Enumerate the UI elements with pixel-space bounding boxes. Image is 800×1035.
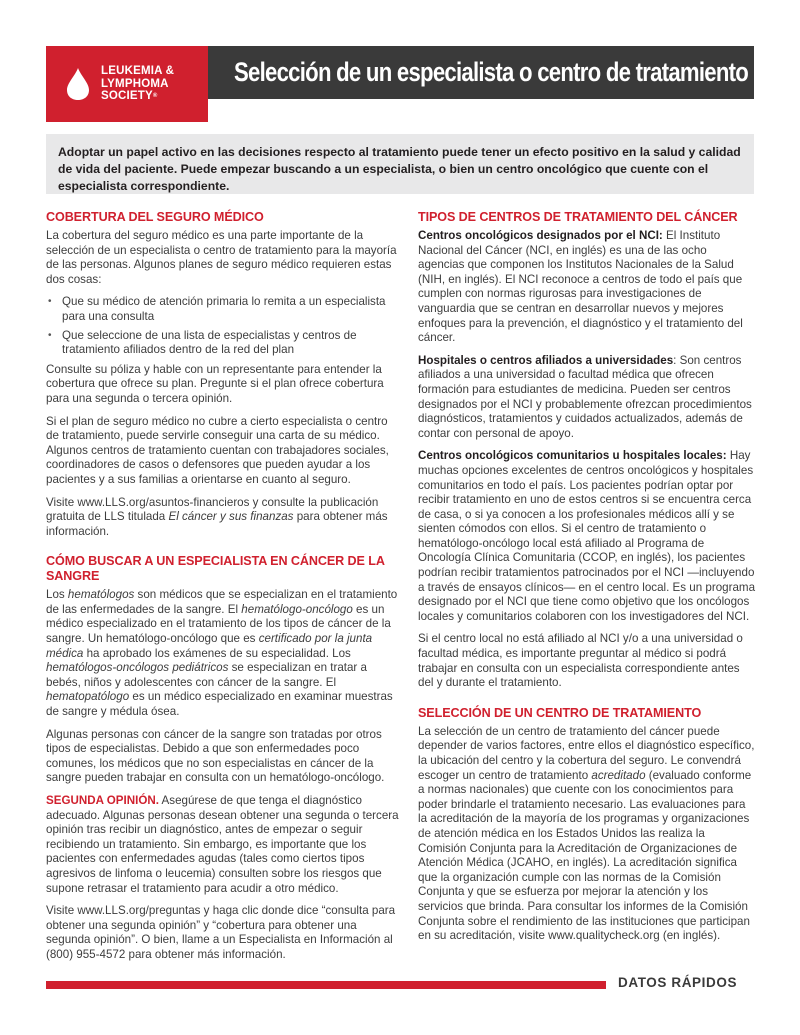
intro-box: Adoptar un papel activo en las decisiones respecto al tratamiento puede tener un efecto positivo en la salud y calidad de vida del paciente. Puede empezar buscando a un especialista, o bien un centro oncológico que cuente con el especialista correspondiente. xyxy=(46,134,754,194)
seguro-list xyxy=(46,295,400,357)
term: hematólogos xyxy=(67,588,135,602)
term: hematólogo-oncólogo xyxy=(241,602,353,616)
logo-line-1: LEUKEMIA & xyxy=(101,65,175,77)
term: acreditado xyxy=(591,768,646,782)
text-run: Los xyxy=(46,588,68,602)
tipos-paragraph-3 xyxy=(418,449,756,624)
buscar-paragraph-4: Visite www.LLS.org/preguntas y haga clic donde dice “consulta para obtener una segunda opinión” y “cobertura para obtener una segunda opinión”. O bien, llame a un Especialista en Información al (800) 955-4572 para obtener más información. xyxy=(46,904,396,961)
text-run: son médicos que se especializan en el tratamiento de las enfermedades de la sangre. El xyxy=(46,588,398,616)
page-title: Selección de un especialista o centro de tratamiento xyxy=(234,57,749,87)
text-run: es un médico especializado en examinar muestras de sangre y médula ósea. xyxy=(46,690,393,719)
heading-seleccion: SELECCIÓN DE UN CENTRO DE TRATAMIENTO xyxy=(418,705,702,720)
seguro-paragraph-1: La cobertura del seguro médico es una parte importante de la selección de un especialista o centro de tratamiento para la mayoría de las personas. Algunos planes de seguro médico requieren estas dos cosas: xyxy=(46,229,397,286)
term: certificado por la junta médica xyxy=(46,632,373,660)
list-item: • Que su médico de atención primaria lo remita a un especialista para una consulta xyxy=(62,295,400,324)
lls-logo xyxy=(46,46,208,122)
title-bar xyxy=(208,46,754,99)
footer-rule xyxy=(46,981,606,989)
tipos-paragraph-4: Si el centro local no está afiliado al NCI y/o a una universidad o facultad médica, es importante preguntar al médico si podrá trabajar en consulta con un especialista correspondiente antes del y durante el tratamiento. xyxy=(418,632,743,690)
text-run: es un médico especializado en el tratamiento de los tipos de cáncer de la sangre. Un hematólogo-oncólogo que es xyxy=(46,602,391,646)
section-seguro xyxy=(46,210,400,539)
seguro-paragraph-2: Consulte su póliza y hable con un representante para entender la cobertura que ofrece su plan. Pregunte si el plan ofrece cobertura para una segunda o tercera opinión. xyxy=(46,362,384,405)
text-run: (evaluado conforme a normas nacionales) que cuente con los conocimientos para poder brindarle el tratamiento necesario. Las evaluaciones para la acreditación de la mayoría de los programas y organizaciones de atención médica en los Estados Unidos las realiza la Comisión Conjunta para la Acreditación de Organizaciones de Atención Médica (JCAHO, en inglés). La acreditación significa que la organización cumple con las normas de la Comisión Conjunta y que se esfuerza por mejorar la atención y los servicios que brinda. Para consultar los informes de la Comisión Conjunta sobre el rendimiento de las instituciones que participan en su acreditación, visite www.qualitycheck.org (en inglés). xyxy=(418,768,752,943)
logo-wordmark xyxy=(101,65,174,103)
buscar-paragraph-3 xyxy=(46,794,400,896)
seguro-paragraph-3: Si el plan de seguro médico no cubre a cierto especialista o centro de tratamiento, puede servirle conseguir una carta de su médico. Algunos centros de tratamiento cuentan con trabajadores sociales, coordinadores de casos o defensores que pueden ayudar a los pacientes y a sus familias a orientarse en cuanto al seguro. xyxy=(46,414,389,486)
text-run: ha aprobado los exámenes de su especialidad. Los xyxy=(83,646,351,660)
segunda-opinion-label: SEGUNDA OPINIÓN. xyxy=(46,794,159,807)
blood-drop-icon xyxy=(65,67,91,101)
heading-seguro: COBERTURA DEL SEGURO MÉDICO xyxy=(46,210,264,224)
text-run: La selección de un centro de tratamiento del cáncer puede depender de varios factores, entre ellos el diagnóstico específico, la ubicación del centro y la cobertura del seguro. Le convendrá escoger un centro de tratamiento xyxy=(418,724,755,782)
left-column xyxy=(46,210,400,978)
lead-in: Centros oncológicos designados por el NCI: xyxy=(418,229,663,242)
tipos-paragraph-1 xyxy=(418,229,756,346)
heading-tipos: TIPOS DE CENTROS DE TRATAMIENTO DEL CÁNCER xyxy=(418,210,738,224)
logo-line-2: LYMPHOMA xyxy=(101,77,169,90)
term: hematopatólogo xyxy=(46,690,130,704)
seguro-paragraph-4 xyxy=(46,496,400,540)
text-run: Visite www.LLS.org/asuntos-financieros y consulte la publicación gratuita de LLS titulada xyxy=(46,495,379,524)
seleccion-paragraph-1 xyxy=(418,725,756,944)
registered-mark: ® xyxy=(152,93,158,99)
publication-title: El cáncer y sus finanzas xyxy=(168,510,294,524)
footer-label: DATOS RÁPIDOS xyxy=(618,975,738,990)
text-run: para obtener más información. xyxy=(46,510,388,538)
section-seleccion xyxy=(418,706,756,944)
lead-in: Centros oncológicos comunitarios u hospitales locales: xyxy=(418,449,727,463)
term: hematólogos-oncólogos pediátricos xyxy=(46,661,229,675)
section-buscar xyxy=(46,554,400,962)
section-tipos xyxy=(418,210,756,691)
tipos-paragraph-2 xyxy=(418,354,756,442)
buscar-paragraph-2: Algunas personas con cáncer de la sangre son tratadas por otros tipos de especialistas. Debido a que son enfermedades poco comunes, los médicos que no son especialistas en cáncer de la sangre pueden trabajar en consulta con un hematólogo-oncólogo. xyxy=(46,727,385,785)
buscar-paragraph-1 xyxy=(46,588,400,719)
lead-in: Hospitales o centros afiliados a universidades xyxy=(418,353,674,367)
text-run: El Instituto Nacional del Cáncer (NCI, en inglés) es una de las ocho agencias que componen los Institutos Nacionales de la Salud (NIH, en inglés). El NCI reconoce a centros de todo el país que cumplen con normas rigurosas para investigaciones de vanguardia que se centran en desarrollar nuevos y mejores enfoques para la prevención, el diagnóstico y el tratamiento del cáncer. xyxy=(418,229,743,345)
list-item: • Que seleccione de una lista de especialistas y centros de tratamiento afiliados dentro de la red del plan xyxy=(62,329,400,358)
logo-line-3: SOCIETY xyxy=(101,90,153,102)
text-run: se especializan en tratar a bebés, niños y adolescentes con cáncer de la sangre. El xyxy=(46,661,367,689)
text-run: Asegúrese de que tenga el diagnóstico adecuado. Algunas personas desean obtener una segunda o tercera opinión tras recibir un diagnóstico, antes de empezar o seguir recibiendo un tratamiento. Sin embargo, es importante que los pacientes con enfermedades agudas (tales como ciertos tipos agresivos de linfoma o leucemia) consulten sobre los riesgos que supone retrasar el tratamiento para acudir a otro médico. xyxy=(46,794,399,895)
text-run: Hay muchas opciones excelentes de centros oncológicos y hospitales comunitarios en todo el país. Los pacientes podrían optar por recibir tratamiento en uno de estos centros si se encuentra cerca de casa, o si ya conocen a los profesionales médicos allí y se sienten cómodos con ellos. Si el centro de tratamiento o hematólogo-oncólogo local está afiliado al Programa de Oncología Clínica Comunitaria (CCOP, en inglés), los pacientes podrían recibir tratamientos patrocinados por el NCI —incluyendo a través de ensayos clínicos— en el centro local. Es un programa designado por el NCI que tiene como objetivo que los oncólogos locales y comunitarios colaboren con los investigadores del NCI. xyxy=(418,449,756,623)
right-column xyxy=(418,210,756,959)
heading-buscar: CÓMO BUSCAR A UN ESPECIALISTA EN CÁNCER DE LA SANGRE xyxy=(46,554,385,584)
text-run: : Son centros afiliados a una universidad o facultad médica que ofrecen formación para estudiantes de medicina. Pueden ser centros designados por el NCI y probablemente ofrezcan procedimientos diagnósticos, tratamientos y cuidados actualizados, además de contar con personal de apoyo. xyxy=(418,353,752,440)
